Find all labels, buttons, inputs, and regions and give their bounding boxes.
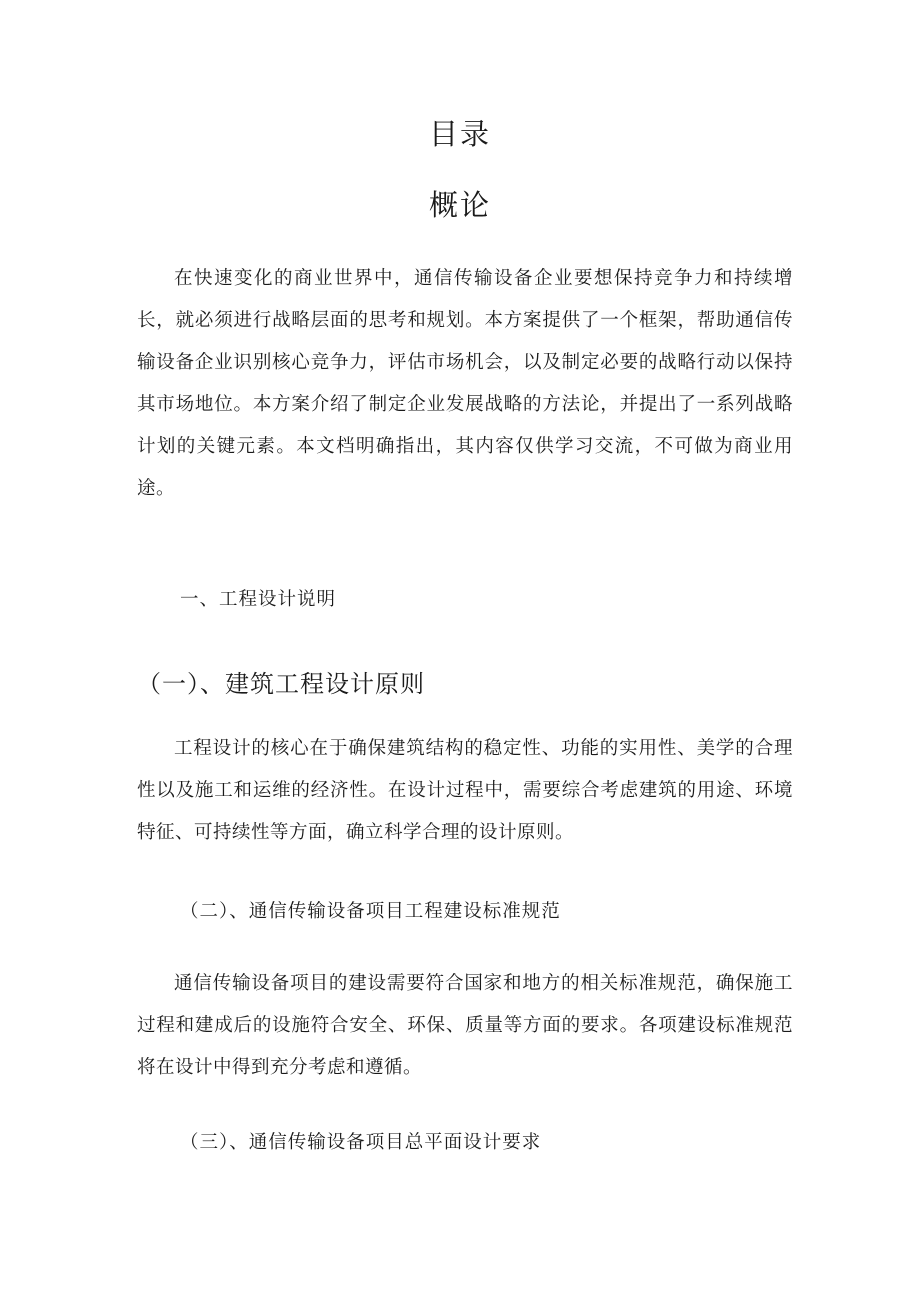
intro-paragraph: 在快速变化的商业世界中，通信传输设备企业要想保持竞争力和持续增长，就必须进行战略层面的思考和规划。本方案提供了一个框架，帮助通信传输设备企业识别核心竞争力，评估市场机会，以及制定必要的战略行动以保持其市场地位。本方案介绍了制定企业发展战略的方法论，并提出了一系列战略计划的关键元素。本文档明确指出，其内容仅供学习交流，不可做为商业用途。 xyxy=(137,268,793,499)
intro-title: 概论 xyxy=(428,188,491,222)
section1-heading: 一、工程设计说明 xyxy=(180,589,337,610)
subsection2-paragraph: 通信传输设备项目的建设需要符合国家和地方的相关标准规范，确保施工过程和建成后的设施符合安全、环保、质量等方面的要求。各项建设标准规范将在设计中得到充分考虑和遵循。 xyxy=(137,973,793,1078)
subsection1-paragraph: 工程设计的核心在于确保建筑结构的稳定性、功能的实用性、美学的合理性以及施工和运维的经济性。在设计过程中，需要综合考虑建筑的用途、环境特征、可持续性等方面，确立科学合理的设计原则。 xyxy=(137,738,793,843)
subsection2-heading: （二）、通信传输设备项目工程建设标准规范 xyxy=(180,901,561,922)
subsection1-heading: （一）、建筑工程设计原则 xyxy=(137,670,425,698)
toc-title: 目录 xyxy=(428,117,491,151)
subsection3-heading: （三）、通信传输设备项目总平面设计要求 xyxy=(180,1132,542,1153)
